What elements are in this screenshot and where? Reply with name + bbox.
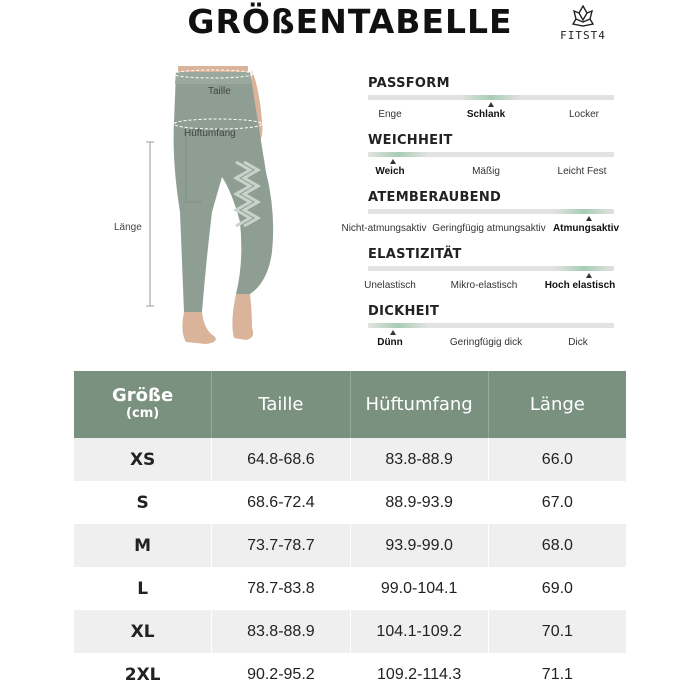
- brand-name: FITST4: [560, 29, 606, 42]
- figure-label-waist: Taille: [208, 86, 231, 97]
- cell-size: XL: [74, 610, 212, 653]
- length-indicator: [143, 140, 157, 308]
- cell-waist: 64.8-68.6: [212, 438, 350, 481]
- cell-waist: 78.7-83.8: [212, 567, 350, 610]
- model-figure: [140, 62, 300, 352]
- cell-hip: 99.0-104.1: [351, 567, 489, 610]
- header-size: [74, 371, 212, 438]
- rating-track: [368, 209, 614, 214]
- cell-length: 68.0: [541, 536, 573, 554]
- rating-title: PASSFORM: [368, 76, 450, 91]
- header-length: Länge: [529, 394, 585, 415]
- header-size-label: Größe: [112, 384, 174, 406]
- cell-hip: 104.1-109.2: [351, 610, 489, 653]
- cell-size: XS: [74, 438, 212, 481]
- header-waist: Taille: [212, 371, 350, 438]
- cell-length: 66.0: [541, 450, 573, 468]
- table-row: [74, 481, 626, 524]
- rating-marker-icon: [390, 330, 396, 335]
- table-row: [74, 653, 626, 696]
- rating-marker-icon: [390, 159, 396, 164]
- size-table: [74, 371, 626, 696]
- rating-elastizitaet: [366, 247, 616, 303]
- rating-option: Dünn: [377, 337, 403, 348]
- rating-option: Nicht-atmungsaktiv: [341, 223, 427, 234]
- size-table-header: [74, 371, 626, 438]
- cell-hip: 109.2-114.3: [351, 653, 489, 696]
- cell-length: 67.0: [541, 493, 573, 511]
- rating-title: DICKHEIT: [368, 304, 440, 319]
- rating-level-fill: [554, 266, 614, 271]
- rating-option: Enge: [378, 109, 402, 120]
- table-row: [74, 567, 626, 610]
- rating-option: Mäßig: [472, 166, 500, 177]
- rating-title: ATEMBERAUBEND: [368, 190, 502, 205]
- rating-title: WEICHHEIT: [368, 133, 453, 148]
- brand-logo: [558, 4, 608, 44]
- rating-track: [368, 152, 614, 157]
- table-row: [74, 524, 626, 567]
- cell-waist: 90.2-95.2: [212, 653, 350, 696]
- cell-waist: 83.8-88.9: [212, 610, 350, 653]
- rating-option: Hoch elastisch: [544, 280, 616, 291]
- cell-size: S: [74, 481, 212, 524]
- lotus-icon: [570, 4, 596, 28]
- rating-weichheit: [366, 133, 616, 189]
- figure-label-length: Länge: [114, 222, 142, 233]
- rating-passform: [366, 76, 616, 132]
- leggings-illustration: [140, 62, 300, 352]
- header-size-unit: (cm): [126, 405, 160, 421]
- cell-size: 2XL: [74, 653, 212, 696]
- rating-marker-icon: [488, 102, 494, 107]
- rating-option: Geringfügig atmungsaktiv: [432, 223, 546, 234]
- rating-level-fill: [368, 152, 428, 157]
- rating-track: [368, 95, 614, 100]
- cell-hip: 88.9-93.9: [351, 481, 489, 524]
- rating-option: Unelastisch: [364, 280, 416, 291]
- rating-option: Locker: [568, 109, 600, 120]
- size-table-body: [74, 438, 626, 696]
- cell-hip: 93.9-99.0: [351, 524, 489, 567]
- cell-size: L: [74, 567, 212, 610]
- cell-hip: 83.8-88.9: [351, 438, 489, 481]
- rating-title: ELASTIZITÄT: [368, 247, 462, 262]
- table-row: [74, 438, 626, 481]
- cell-length: 69.0: [541, 579, 573, 597]
- rating-option: Weich: [375, 166, 405, 177]
- cell-waist: 73.7-78.7: [212, 524, 350, 567]
- cell-length: 71.1: [541, 665, 573, 683]
- rating-atemberaubend: [341, 190, 620, 246]
- figure-label-hip: Hüftumfang: [184, 128, 236, 139]
- rating-option: Mikro-elastisch: [450, 280, 518, 291]
- header-hip: Hüftumfang: [351, 371, 489, 438]
- rating-level-fill: [554, 209, 614, 214]
- cell-length: 70.1: [541, 622, 573, 640]
- cell-size: M: [74, 524, 212, 567]
- rating-option: Dick: [568, 337, 588, 348]
- rating-option: Leicht Fest: [557, 166, 607, 177]
- table-row: [74, 610, 626, 653]
- rating-track: [368, 323, 614, 328]
- rating-option: Atmungsaktiv: [552, 223, 620, 234]
- rating-dickheit: [366, 304, 616, 360]
- rating-marker-icon: [586, 273, 592, 278]
- rating-level-fill: [461, 95, 521, 100]
- page-title: GRÖßENTABELLE: [187, 2, 513, 41]
- cell-waist: 68.6-72.4: [212, 481, 350, 524]
- rating-option: Geringfügig dick: [449, 337, 523, 348]
- rating-level-fill: [368, 323, 428, 328]
- rating-marker-icon: [586, 216, 592, 221]
- rating-track: [368, 266, 614, 271]
- rating-option: Schlank: [466, 109, 506, 120]
